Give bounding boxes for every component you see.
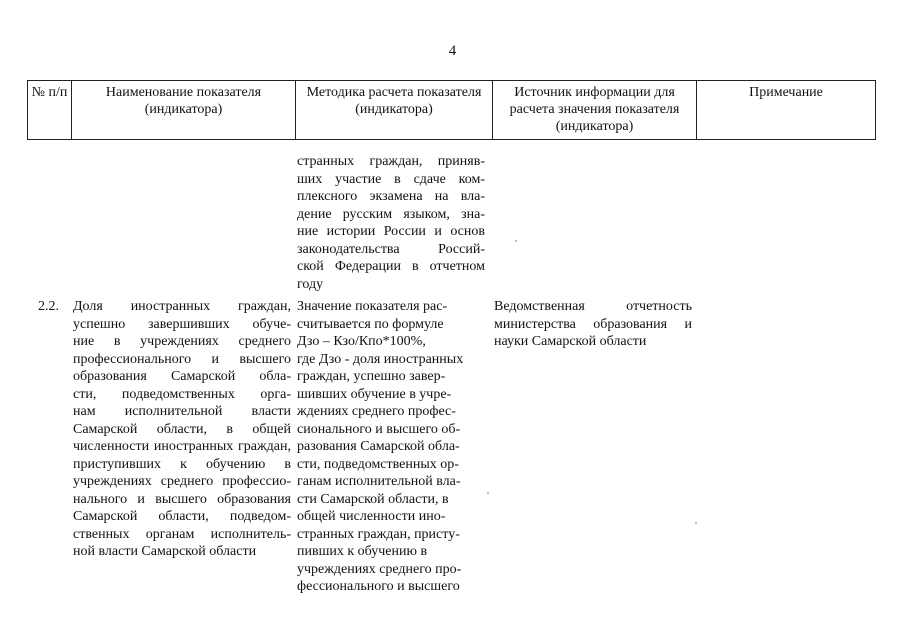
method-line: странных граждан, присту-: [297, 526, 460, 542]
calculation-method-text: [297, 298, 485, 596]
information-source-text: [494, 298, 692, 351]
method-line: пивших к обучению в: [297, 544, 428, 559]
method-line: ганам исполнительной вла-: [297, 474, 461, 489]
table-header: [27, 80, 876, 140]
scan-speck: [695, 522, 697, 524]
indicator-name-line: нам исполнительной власти: [73, 404, 291, 419]
source-line: Ведомственная отчетность: [494, 299, 692, 314]
method-line: законодательства Россий-: [297, 241, 485, 257]
method-line: общей численности ино-: [297, 509, 446, 524]
source-line: министерства образования и: [494, 316, 692, 332]
indicator-name-text: [73, 298, 291, 561]
source-line: науки Самарской области: [494, 334, 647, 349]
method-line: ших участие в сдаче ком-: [297, 171, 485, 187]
indicator-name-line: образования Самарской обла-: [73, 369, 291, 384]
indicator-name-line: Самарской области, в общей: [73, 421, 291, 437]
method-line: ской Федерации в отчетном: [297, 259, 485, 274]
method-line: граждан, успешно завер-: [297, 369, 446, 384]
method-line: Дзо – Кзо/Кпо*100%,: [297, 334, 426, 349]
indicator-name-line: успешно завершивших обуче-: [73, 316, 291, 332]
method-line: году: [297, 276, 324, 292]
indicator-name-line: ственных органам исполнитель-: [73, 526, 291, 542]
indicator-name-line: нального и высшего образования: [73, 491, 291, 507]
indicator-name-line: Доля иностранных граждан,: [73, 299, 291, 314]
indicator-name-line: профессионального и высшего: [73, 351, 291, 367]
method-line: где Дзо - доля иностранных: [297, 351, 464, 367]
method-line: считывается по формуле: [297, 316, 444, 332]
method-line: дение русским языком, зна-: [297, 206, 485, 222]
indicator-name-line: ние в учреждениях среднего: [73, 334, 291, 349]
indicator-name-line: ной власти Самарской области: [73, 544, 257, 559]
method-line: плексного экзамена на вла-: [297, 189, 485, 204]
scan-speck: [487, 492, 489, 494]
method-line: сионального и высшего об-: [297, 421, 461, 437]
method-line: сти, подведомственных ор-: [297, 456, 459, 472]
header-information-source: Источник информации для расчета значения показателя (индикатора): [493, 81, 697, 140]
method-line: фессионального и высшего: [297, 579, 460, 594]
row-number: 2.2.: [38, 299, 59, 314]
method-line: ждениях среднего профес-: [297, 404, 456, 419]
header-calculation-method: Методика расчета показателя (индикатора): [296, 81, 493, 140]
method-line: разования Самарской обла-: [297, 439, 460, 454]
header-note: Примечание: [697, 81, 876, 140]
method-line: сти Самарской области, в: [297, 491, 449, 507]
method-line: ние истории России и основ: [297, 224, 485, 239]
header-number: № п/п: [28, 81, 72, 140]
page-number: 4: [448, 43, 457, 59]
method-line: Значение показателя рас-: [297, 299, 448, 314]
method-line: шивших обучение в учре-: [297, 386, 452, 402]
indicator-name-line: приступивших к обучению в: [73, 456, 291, 472]
scan-speck: [515, 240, 517, 242]
header-indicator-name: Наименование показателя (индикатора): [72, 81, 296, 140]
continuation-method-text: [297, 153, 485, 293]
indicator-name-line: учреждениях среднего профессио-: [73, 474, 291, 489]
indicator-name-line: Самарской области, подведом-: [73, 509, 291, 524]
method-line: учреждениях среднего про-: [297, 561, 462, 577]
indicator-name-line: численности иностранных граждан,: [73, 439, 291, 454]
method-line: странных граждан, приняв-: [297, 154, 485, 169]
indicator-name-line: сти, подведомственных орга-: [73, 386, 291, 402]
